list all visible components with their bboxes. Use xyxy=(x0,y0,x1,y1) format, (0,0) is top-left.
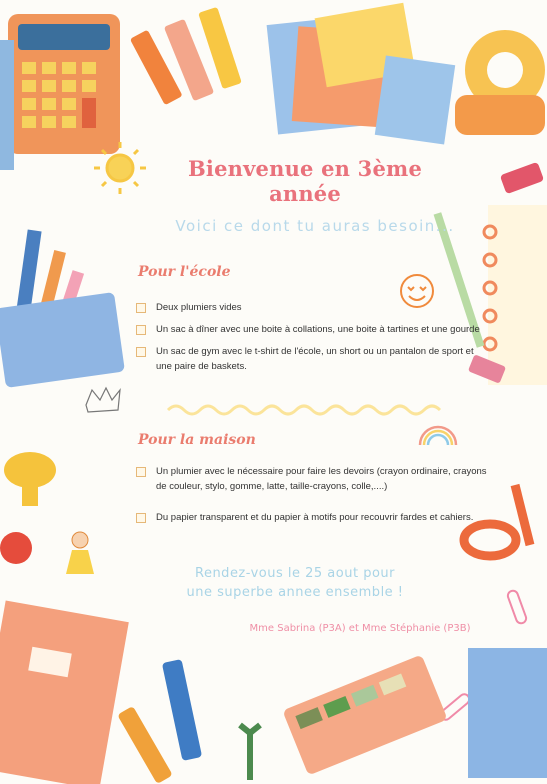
subtitle: Voici ce dont tu auras besoin... xyxy=(175,217,455,235)
checkbox-icon xyxy=(136,303,146,313)
maison-list xyxy=(134,464,499,525)
bottom-crayons-icon xyxy=(117,659,202,784)
list-item-text: Un sac de gym avec le t-shirt de l'école, un short ou un pantalon de sport et une paire de baskets. xyxy=(156,346,474,372)
sticky-notes-icon xyxy=(267,3,456,145)
section-heading-ecole: Pour l'école xyxy=(138,264,231,280)
list-item xyxy=(134,464,499,494)
closing-line-2: une superbe annee ensemble ! xyxy=(186,585,404,600)
plant-icon xyxy=(240,725,260,780)
notebook-icon xyxy=(0,601,129,784)
closing-message xyxy=(140,564,450,602)
closing-line-1: Rendez-vous le 25 aout pour xyxy=(195,566,395,581)
checkbox-icon xyxy=(136,513,146,523)
pencil-cup-icon xyxy=(0,230,125,388)
marker-icon xyxy=(500,162,544,194)
rainbow-icon xyxy=(420,427,456,445)
checkbox-icon xyxy=(136,347,146,357)
crown-icon xyxy=(86,388,120,412)
list-item-text: Un plumier avec le nécessaire pour faire les devoirs (crayon ordinaire, crayons de couleur, stylo, gomme, latte, taille-crayons, colle,....) xyxy=(156,466,487,492)
push-pin-icon xyxy=(0,452,56,564)
list-item-text: Deux plumiers vides xyxy=(156,302,242,313)
ecole-list xyxy=(134,300,484,374)
girl-icon xyxy=(66,532,94,574)
list-item-text: Un sac à dîner avec une boite à collations, une boite à tartines et une gourde xyxy=(156,324,480,335)
calculator-icon xyxy=(8,14,120,154)
checkbox-icon xyxy=(136,467,146,477)
crayons-icon xyxy=(130,7,242,105)
tape-roll-icon xyxy=(455,30,545,135)
checkbox-icon xyxy=(136,325,146,335)
section-heading-maison: Pour la maison xyxy=(138,432,256,448)
blue-paper-strip xyxy=(0,40,14,170)
list-item xyxy=(134,510,499,525)
spiral-notebook-icon xyxy=(484,205,547,385)
wavy-line-divider xyxy=(168,406,440,414)
list-item xyxy=(134,322,484,337)
list-item xyxy=(134,344,484,374)
signature: Mme Sabrina (P3A) et Mme Stéphanie (P3B) xyxy=(249,623,471,634)
list-item-text: Du papier transparent et du papier à motifs pour recouvrir fardes et cahiers. xyxy=(156,512,474,523)
folder-icon xyxy=(468,648,547,778)
list-item xyxy=(134,300,484,315)
watercolor-palette-icon xyxy=(282,654,447,775)
page-title: Bienvenue en 3ème année xyxy=(187,156,423,206)
